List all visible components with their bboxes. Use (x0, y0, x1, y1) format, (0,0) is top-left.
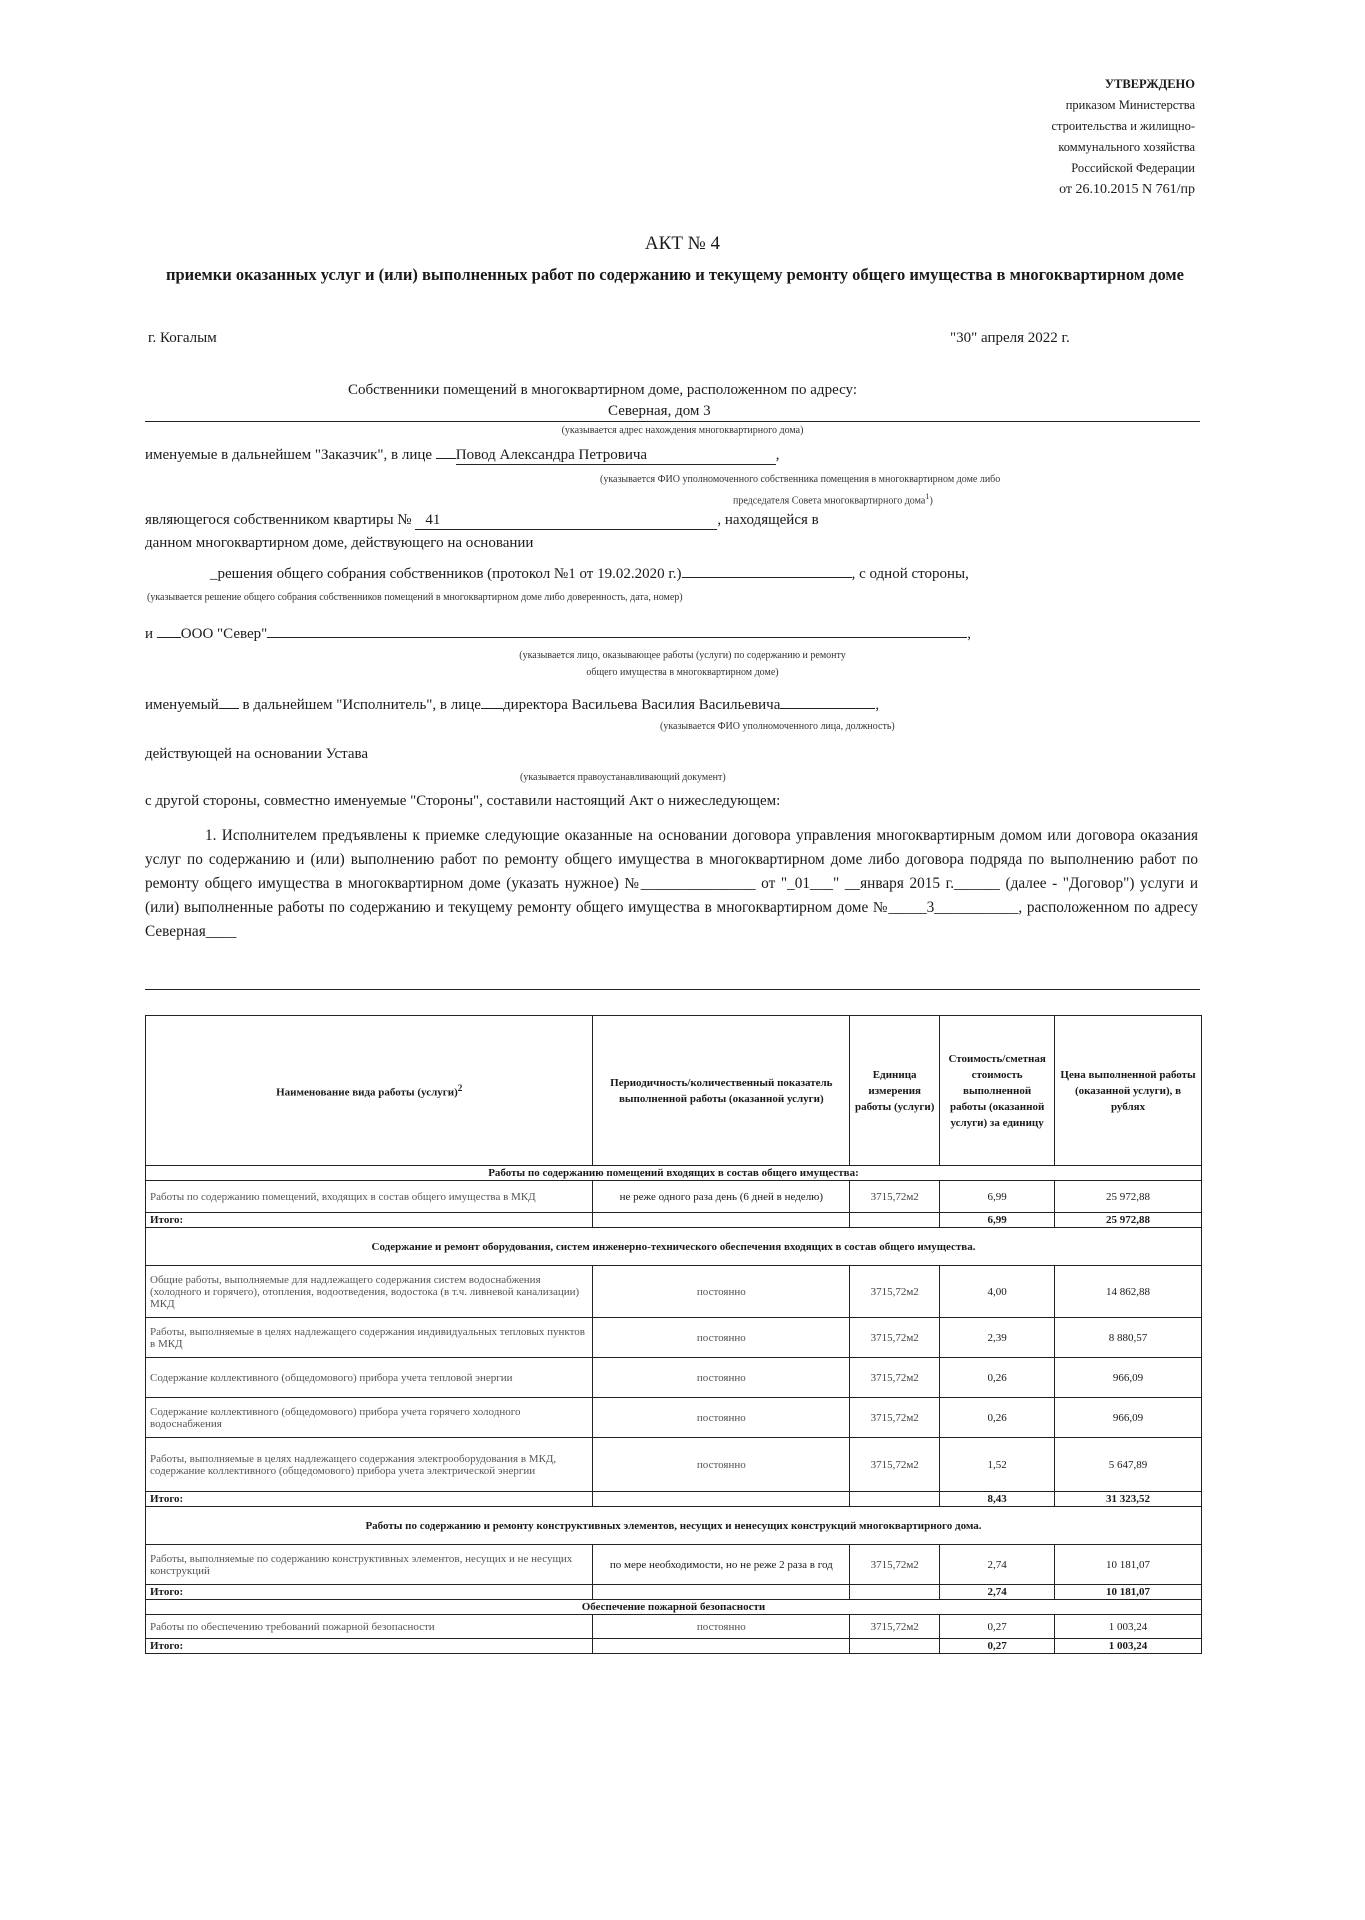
approval-line: Российской Федерации (1071, 161, 1195, 175)
address-hint: (указывается адрес нахождения многоквартирного дома) (561, 425, 804, 436)
col-header-price: Цена выполненной работы (оказанной услуги), в рублях (1055, 1016, 1202, 1166)
col-header-unit: Единица измерения работы (услуги) (850, 1016, 940, 1166)
cell-unit: 3715,72м2 (850, 1545, 940, 1585)
executor-line: именуемый в дальнейшем "Исполнитель", в лице директора Васильева Василия Васильевича , (145, 697, 880, 713)
approval-line: УТВЕРЖДЕНО (1104, 77, 1195, 91)
cell-cost: 0,26 (940, 1358, 1055, 1398)
cell-name: Работы, выполняемые по содержанию конструктивных элементов, несущих и не несущих конструкций (146, 1545, 593, 1585)
approval-line: приказом Министерства (1065, 98, 1195, 112)
cell-name: Общие работы, выполняемые для надлежащего содержания систем водоснабжения (холодного и горячего), отопления, водоотведения, водостока (в т.ч. ливневой канализации) МКД (146, 1266, 593, 1318)
basis-suffix: , с одной стороны, (851, 566, 969, 582)
apartment-prefix: являющегося собственником квартиры № (145, 512, 412, 528)
table-row (146, 1545, 1202, 1585)
cell-name: Содержание коллективного (общедомового) прибора учета тепловой энергии (146, 1358, 593, 1398)
customer-line: именуемые в дальнейшем "Заказчик", в лице Повод Александра Петровича , (145, 447, 780, 463)
cell-cost: 6,99 (940, 1181, 1055, 1213)
cell-name: Работы, выполняемые в целях надлежащего содержания индивидуальных тепловых пунктов в МКД (146, 1318, 593, 1358)
total-cost: 2,74 (940, 1585, 1055, 1600)
owners-intro: Собственники помещений в многоквартирном доме, расположенном по адресу: (348, 382, 858, 398)
col-header-name-text: Наименование вида работы (услуги) (276, 1086, 458, 1099)
approval-line: коммунального хозяйства (1058, 140, 1195, 154)
cell-unit: 3715,72м2 (850, 1438, 940, 1492)
cell-unit: 3715,72м2 (850, 1266, 940, 1318)
cell-price: 966,09 (1055, 1358, 1202, 1398)
total-row (146, 1492, 1202, 1507)
cell-period: постоянно (593, 1615, 850, 1639)
cell-period: постоянно (593, 1266, 850, 1318)
col-header-period: Периодичность/количественный показатель выполненной работы (оказанной услуги) (593, 1016, 850, 1166)
cell-cost: 1,52 (940, 1438, 1055, 1492)
basis-value: _решения общего собрания собственников (протокол №1 от 19.02.2020 г.) (210, 566, 682, 582)
cell-cost: 2,74 (940, 1545, 1055, 1585)
contractor-hint: (указывается лицо, оказывающее работы (услуги) по содержанию и ремонту (519, 650, 846, 661)
customer-hint-2: председателя Совета многоквартирного дома$^1$) (733, 492, 933, 507)
cell-period: постоянно (593, 1358, 850, 1398)
total-cost: 0,27 (940, 1639, 1055, 1654)
cell-period: постоянно (593, 1438, 850, 1492)
total-label: Итого: (146, 1585, 593, 1600)
total-label: Итого: (146, 1213, 593, 1228)
total-row (146, 1213, 1202, 1228)
apartment-suffix: , находящейся в (717, 512, 819, 528)
basis-blank (682, 577, 852, 578)
cell-name: Работы по содержанию помещений, входящих в состав общего имущества в МКД (146, 1181, 593, 1213)
contractor-name: ООО "Север" (180, 626, 268, 642)
address-fill-line (145, 988, 1200, 990)
act-date: "30" апреля 2022 г. (950, 330, 1070, 346)
acting-basis: действующей на основании Устава (145, 746, 369, 762)
section-title: Содержание и ремонт оборудования, систем инженерно-технического обеспечения входящих в состав общего имущества. (146, 1228, 1202, 1266)
total-cost: 8,43 (940, 1492, 1055, 1507)
table-row (146, 1181, 1202, 1213)
contractor-fill (267, 637, 967, 638)
approval-stamp (1051, 74, 1195, 200)
cell-price: 10 181,07 (1055, 1545, 1202, 1585)
cell-unit: 3715,72м2 (850, 1318, 940, 1358)
executor-mid: в дальнейшем "Исполнитель", в лице (242, 697, 481, 713)
contractor-line: и ООО "Север" , (145, 626, 972, 642)
total-price: 1 003,24 (1055, 1639, 1202, 1654)
col-header-cost: Стоимость/сметная стоимость выполненной работы (оказанной услуги) за единицу (940, 1016, 1055, 1166)
contractor-prefix: и (145, 626, 154, 642)
cell-name: Содержание коллективного (общедомового) прибора учета горячего холодного водоснабжения (146, 1398, 593, 1438)
customer-prefix: именуемые в дальнейшем "Заказчик", в лице (145, 447, 433, 463)
clause-1 (145, 824, 1198, 944)
executor-fill (780, 708, 875, 709)
cell-price: 1 003,24 (1055, 1615, 1202, 1639)
total-label: Итого: (146, 1492, 593, 1507)
cell-period: постоянно (593, 1398, 850, 1438)
section-title: Работы по содержанию и ремонту конструктивных элементов, несущих и ненесущих конструкций многоквартирного дома. (146, 1507, 1202, 1545)
clause-1-text: 1. Исполнителем предъявлены к приемке следующие оказанные на основании договора управления многоквартирным домом или договора оказания услуг по содержанию и (или) выполнению работ по ремонту общего имущества в многоквартирном доме либо договора подряда по выполнению работ по ремонту общего имущества в многоквартирном доме (указать нужное) №_______________ от "_01___" __января 2015 г.______ (далее - "Договор") услуги и (или) выполненные работы по содержанию и текущему ремонту общего имущества в многоквартирном доме №_____3___________, расположенном по адресу Северная____ (145, 827, 1198, 940)
cell-unit: 3715,72м2 (850, 1358, 940, 1398)
total-price: 10 181,07 (1055, 1585, 1202, 1600)
basis-row (210, 566, 969, 583)
total-row (146, 1639, 1202, 1654)
cell-price: 8 880,57 (1055, 1318, 1202, 1358)
table-row (146, 1266, 1202, 1318)
cell-name: Работы, выполняемые в целях надлежащего содержания электрооборудования в МКД, содержание коллективного (общедомового) прибора учета электрической энергии (146, 1438, 593, 1492)
cell-cost: 4,00 (940, 1266, 1055, 1318)
footnote-mark: 2 (457, 1083, 463, 1094)
customer-blank (436, 458, 456, 459)
contractor-blank (157, 637, 181, 638)
table-header (146, 1016, 1202, 1166)
contractor-hint-2: общего имущества в многоквартирном доме) (586, 667, 779, 678)
works-table (145, 1015, 1202, 1654)
total-price: 31 323,52 (1055, 1492, 1202, 1507)
approval-line: строительства и жилищно- (1051, 119, 1195, 133)
customer-hint-2-text: председателя Совета многоквартирного дома (733, 495, 926, 507)
executor-blank-2 (481, 708, 503, 709)
executor-name: директора Васильева Василия Васильевича (502, 697, 781, 713)
cell-price: 14 862,88 (1055, 1266, 1202, 1318)
section-row (146, 1166, 1202, 1181)
parties-line: с другой стороны, совместно именуемые "Стороны", составили настоящий Акт о нижеследующем: (145, 793, 781, 809)
section-row (146, 1228, 1202, 1266)
cell-unit: 3715,72м2 (850, 1615, 940, 1639)
apartment-number: 41 (415, 512, 717, 530)
customer-hint: (указывается ФИО уполномоченного собственника помещения в многоквартирном доме либо (600, 474, 1001, 485)
basis-line: данном многоквартирном доме, действующего на основании (145, 535, 534, 551)
total-price: 25 972,88 (1055, 1213, 1202, 1228)
total-cost: 6,99 (940, 1213, 1055, 1228)
approval-line: от 26.10.2015 N 761/пр (1059, 182, 1195, 197)
total-label: Итого: (146, 1639, 593, 1654)
table-row (146, 1318, 1202, 1358)
cell-period: постоянно (593, 1318, 850, 1358)
basis-hint: (указывается решение общего собрания собственников помещений в многоквартирном доме либо доверенность, дата, номер) (147, 592, 683, 603)
cell-cost: 0,27 (940, 1615, 1055, 1639)
cell-name: Работы по обеспечению требований пожарной безопасности (146, 1615, 593, 1639)
executor-prefix: именуемый (145, 697, 219, 713)
cell-cost: 0,26 (940, 1398, 1055, 1438)
cell-price: 966,09 (1055, 1398, 1202, 1438)
act-subtitle: приемки оказанных услуг и (или) выполненных работ по содержанию и текущему ремонту общего имущества в многоквартирном доме (165, 265, 1184, 284)
section-title: Обеспечение пожарной безопасности (146, 1600, 1202, 1615)
section-title: Работы по содержанию помещений входящих в состав общего имущества: (146, 1166, 1202, 1181)
table-row (146, 1358, 1202, 1398)
cell-cost: 2,39 (940, 1318, 1055, 1358)
section-row (146, 1600, 1202, 1615)
table-row (146, 1438, 1202, 1492)
executor-blank (219, 708, 239, 709)
acting-hint: (указывается правоустанавливающий документ) (520, 772, 726, 783)
address-value: Северная, дом 3 (608, 403, 711, 419)
cell-period: не реже одного раза день (6 дней в неделю) (593, 1181, 850, 1213)
footnote-mark: 1 (925, 492, 930, 501)
executor-hint: (указывается ФИО уполномоченного лица, должность) (660, 721, 895, 732)
city: г. Когалым (148, 330, 217, 346)
customer-name: Повод Александра Петровича (456, 447, 776, 465)
total-row (146, 1585, 1202, 1600)
cell-price: 25 972,88 (1055, 1181, 1202, 1213)
apartment-line (145, 512, 819, 530)
cell-price: 5 647,89 (1055, 1438, 1202, 1492)
table-row (146, 1398, 1202, 1438)
address-line (145, 420, 1200, 422)
section-row (146, 1507, 1202, 1545)
cell-unit: 3715,72м2 (850, 1181, 940, 1213)
table-row (146, 1615, 1202, 1639)
col-header-name (146, 1016, 593, 1166)
cell-unit: 3715,72м2 (850, 1398, 940, 1438)
act-title: АКТ № 4 (644, 233, 721, 254)
cell-period: по мере необходимости, но не реже 2 раза в год (593, 1545, 850, 1585)
